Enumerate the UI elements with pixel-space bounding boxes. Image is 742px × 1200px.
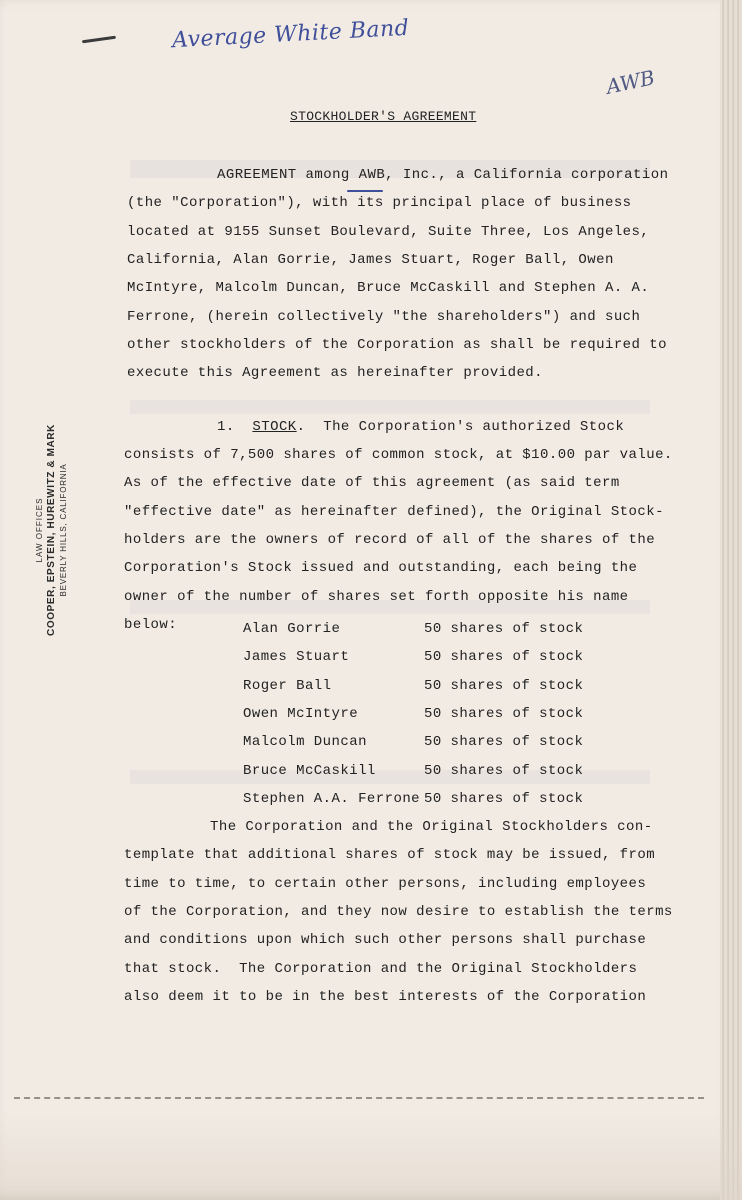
shareholder-name: Stephen A.A. Ferrone [243,790,421,807]
shareholder-name: Malcolm Duncan [243,734,367,751]
closing-line: of the Corporation, and they now desire to establish the terms [124,903,673,920]
shareholder-name: Roger Ball [243,677,332,694]
closing-line: template that additional shares of stock may be issued, from [124,847,656,864]
preamble-line: other stockholders of the Corporation as shall be required to [127,336,667,353]
shareholder-name: Owen McIntyre [243,705,359,722]
document-title: STOCKHOLDER'S AGREEMENT [290,109,477,124]
shareholder-name: Bruce McCaskill [243,762,376,779]
section-1-line: below: [124,616,178,633]
shareholder-shares: 50 shares of stock [424,705,584,722]
closing-line: The Corporation and the Original Stockholders con- [210,819,653,835]
preamble-line: California, Alan Gorrie, James Stuart, Roger Ball, Owen [127,251,614,268]
shareholder-shares: 50 shares of stock [424,790,584,807]
shareholder-shares: 50 shares of stock [424,649,584,666]
perforation-line [14,1097,704,1099]
section-1-line: consists of 7,500 shares of common stock, at $10.00 par value. [124,447,673,463]
page-stack-edge [720,0,742,1200]
preamble-line: McIntyre, Malcolm Duncan, Bruce McCaskill and Stephen A. A. [127,280,650,297]
letterhead-location: BEVERLY HILLS, CALIFORNIA [59,463,68,597]
shareholder-name: Alan Gorrie [243,621,341,637]
letterhead-line-1: LAW OFFICES [35,497,44,563]
preamble-line: (the "Corporation"), with its principal place of business [127,195,632,212]
shareholder-name: James Stuart [243,649,350,666]
section-heading: STOCK [252,419,297,435]
section-1-line: Corporation's Stock issued and outstanding, each being the [124,560,638,577]
section-1-line: As of the effective date of this agreement (as said term [124,475,620,492]
section-number: 1. [217,419,235,435]
page-shading [0,1110,742,1200]
closing-line: that stock. The Corporation and the Original Stockholders [124,960,638,977]
shareholder-shares: 50 shares of stock [424,762,584,779]
preamble-line: Ferrone, (herein collectively "the shareholders") and such [127,308,641,325]
preamble-line: AGREEMENT among AWB, Inc., a California corporation [217,167,669,183]
preamble-line: execute this Agreement as hereinafter provided. [127,365,544,382]
closing-line: also deem it to be in the best interests of the Corporation [124,988,647,1005]
section-1-line: owner of the number of shares set forth opposite his name [124,588,629,605]
shareholder-shares: 50 shares of stock [424,677,584,694]
section-1-line: holders are the owners of record of all of the shares of the [124,531,656,548]
pen-mark [82,36,116,44]
section-1-heading-line [217,418,624,436]
bleed-through-shadow [130,400,650,414]
closing-line: and conditions upon which such other persons shall purchase [124,932,647,949]
shareholder-shares: 50 shares of stock [424,734,584,751]
letterhead-firm-name: COOPER, EPSTEIN, HUREWITZ & MARK [46,424,57,636]
handwritten-band-name: Average White Band [171,15,410,54]
law-office-letterhead [34,420,98,640]
section-1-line: "effective date" as hereinafter defined), the Original Stock- [124,503,664,520]
section-heading-rest: . The Corporation's authorized Stock [296,419,625,435]
handwritten-underline [347,190,383,192]
closing-line: time to time, to certain other persons, including employees [124,875,647,892]
preamble-line: located at 9155 Sunset Boulevard, Suite Three, Los Angeles, [127,223,650,240]
handwritten-code: AWB [604,65,657,99]
shareholder-shares: 50 shares of stock [424,621,584,637]
